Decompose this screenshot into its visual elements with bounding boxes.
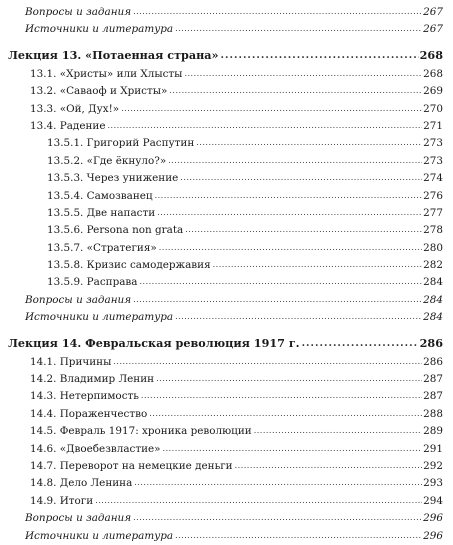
toc-subsection[interactable]: [8, 135, 443, 152]
toc-page-number: 288: [423, 407, 443, 420]
toc-page-number: 289: [423, 425, 443, 438]
toc-section[interactable]: [8, 475, 443, 492]
toc-entry-title: 13.5.4. Самозванец: [47, 189, 153, 202]
toc-entry-title: Лекция 14. Февральская революция 1917 г.: [8, 335, 300, 350]
toc-entry-title: 13.5.2. «Где ёкнуло?»: [47, 154, 167, 167]
dot-leader: [133, 296, 422, 304]
toc-page-number: 294: [423, 494, 443, 507]
toc-section[interactable]: [8, 423, 443, 440]
toc-entry-title: 14.1. Причины: [30, 355, 112, 368]
dot-leader: [185, 226, 422, 234]
toc-page-number: 292: [423, 459, 443, 472]
dot-leader: [213, 261, 423, 269]
toc-page-number: 278: [423, 224, 443, 237]
toc-subsection[interactable]: [8, 153, 443, 170]
dot-leader: [107, 122, 422, 130]
toc-section[interactable]: [8, 493, 443, 510]
toc-list: [8, 4, 443, 545]
toc-page-number: 286: [419, 335, 443, 350]
toc-appendix-item[interactable]: [8, 292, 443, 309]
dot-leader: [168, 157, 422, 165]
toc-page-number: 296: [423, 512, 443, 525]
toc-lecture-heading[interactable]: [8, 332, 443, 354]
toc-page-number: 276: [423, 189, 443, 202]
toc-entry-title: Источники и литература: [25, 23, 174, 36]
toc-entry-title: 14.8. Дело Ленина: [30, 477, 133, 490]
dot-leader: [221, 51, 419, 61]
toc-page-number: 291: [423, 442, 443, 455]
toc-entry-title: Источники и литература: [25, 529, 174, 542]
toc-page-number: 270: [423, 102, 443, 115]
dot-leader: [121, 105, 422, 113]
toc-entry-title: Вопросы и задания: [25, 512, 132, 525]
dot-leader: [169, 87, 422, 95]
toc-entry-title: 14.3. Нетерпимость: [30, 390, 139, 403]
toc-entry-title: Вопросы и задания: [25, 6, 132, 18]
toc-page-number: 268: [423, 67, 443, 80]
toc-appendix-item[interactable]: [8, 528, 443, 545]
toc-page-number: 267: [423, 6, 443, 18]
toc-appendix-item[interactable]: [8, 309, 443, 326]
dot-leader: [113, 358, 422, 366]
toc-section[interactable]: [8, 388, 443, 405]
toc-subsection[interactable]: [8, 240, 443, 257]
toc-entry-title: 13.1. «Христы» или Хлысты: [30, 67, 183, 80]
dot-leader: [302, 339, 419, 349]
toc-page-number: 273: [423, 137, 443, 150]
toc-section[interactable]: [8, 354, 443, 371]
toc-page-number: 296: [423, 529, 443, 542]
toc-section[interactable]: [8, 371, 443, 388]
toc-entry-title: Источники и литература: [25, 311, 174, 324]
toc-page-number: 286: [423, 355, 443, 368]
toc-entry-title: 13.5.9. Расправа: [47, 276, 138, 289]
toc-page-number: 293: [423, 477, 443, 490]
dot-leader: [163, 445, 423, 453]
toc-section[interactable]: [8, 101, 443, 118]
dot-leader: [133, 8, 422, 16]
toc-subsection[interactable]: [8, 188, 443, 205]
toc-subsection[interactable]: [8, 257, 443, 274]
toc-section[interactable]: [8, 83, 443, 100]
toc-appendix-item[interactable]: [8, 510, 443, 527]
dot-leader: [157, 209, 422, 217]
dot-leader: [196, 139, 422, 147]
dot-leader: [159, 244, 422, 252]
toc-entry-title: 13.5.8. Кризис самодержавия: [47, 259, 211, 272]
dot-leader: [155, 192, 423, 200]
toc-page-number: 271: [423, 119, 443, 132]
toc-subsection[interactable]: [8, 274, 443, 291]
toc-entry-title: 14.6. «Двоебезвластие»: [30, 442, 161, 455]
dot-leader: [139, 278, 422, 286]
dot-leader: [175, 313, 422, 321]
toc-page-number: 277: [423, 206, 443, 219]
toc-page-number: 287: [423, 373, 443, 386]
toc-page-number: 287: [423, 390, 443, 403]
dot-leader: [134, 479, 422, 487]
toc-page-number: 274: [423, 172, 443, 185]
toc-entry-title: 14.4. Пораженчество: [30, 407, 148, 420]
toc-entry-title: 14.2. Владимир Ленин: [30, 373, 155, 386]
toc-entry-title: 14.9. Итоги: [30, 494, 94, 507]
toc-section[interactable]: [8, 458, 443, 475]
toc-subsection[interactable]: [8, 222, 443, 239]
toc-entry-title: 13.4. Радение: [30, 119, 106, 132]
toc-entry-title: Лекция 13. «Потаенная страна»: [8, 47, 219, 62]
toc-entry-title: 13.5.1. Григорий Распутин: [47, 137, 195, 150]
dot-leader: [156, 375, 422, 383]
toc-entry-title: 13.5.6. Persona non grata: [47, 224, 184, 237]
dot-leader: [180, 174, 422, 182]
toc-page-number: 284: [423, 293, 443, 306]
dot-leader: [133, 514, 422, 522]
dot-leader: [184, 70, 422, 78]
toc-page-number: 280: [423, 241, 443, 254]
toc-subsection[interactable]: [8, 205, 443, 222]
toc-page-number: 268: [419, 47, 443, 62]
dot-leader: [175, 532, 422, 540]
toc-entry-title: 14.7. Переворот на немецкие деньги: [30, 459, 233, 472]
dot-leader: [175, 25, 422, 33]
toc-page-number: 284: [423, 311, 443, 324]
toc-page-number: 273: [423, 154, 443, 167]
toc-appendix-item[interactable]: [8, 4, 443, 21]
toc-entry-title: 13.5.3. Через унижение: [47, 172, 179, 185]
dot-leader: [141, 392, 422, 400]
toc-subsection[interactable]: [8, 170, 443, 187]
toc-entry-title: 13.5.7. «Стратегия»: [47, 241, 157, 254]
dot-leader: [235, 462, 423, 470]
toc-entry-title: Вопросы и задания: [25, 293, 132, 306]
toc-section[interactable]: [8, 406, 443, 423]
dot-leader: [149, 410, 422, 418]
toc-entry-title: 13.5.5. Две напасти: [47, 206, 156, 219]
toc-page-number: 282: [423, 259, 443, 272]
toc-section[interactable]: [8, 66, 443, 83]
toc-section[interactable]: [8, 441, 443, 458]
toc-page-number: 267: [423, 23, 443, 36]
toc-entry-title: 13.3. «Ой, Дух!»: [30, 102, 120, 115]
toc-appendix-item[interactable]: [8, 21, 443, 38]
toc-lecture-heading[interactable]: [8, 44, 443, 66]
dot-leader: [254, 427, 422, 435]
toc-page-number: 284: [423, 276, 443, 289]
toc-entry-title: 13.2. «Саваоф и Христы»: [30, 85, 168, 98]
toc-page-number: 269: [423, 85, 443, 98]
toc-entry-title: 14.5. Февраль 1917: хроника революции: [30, 425, 252, 438]
toc-section[interactable]: [8, 118, 443, 135]
